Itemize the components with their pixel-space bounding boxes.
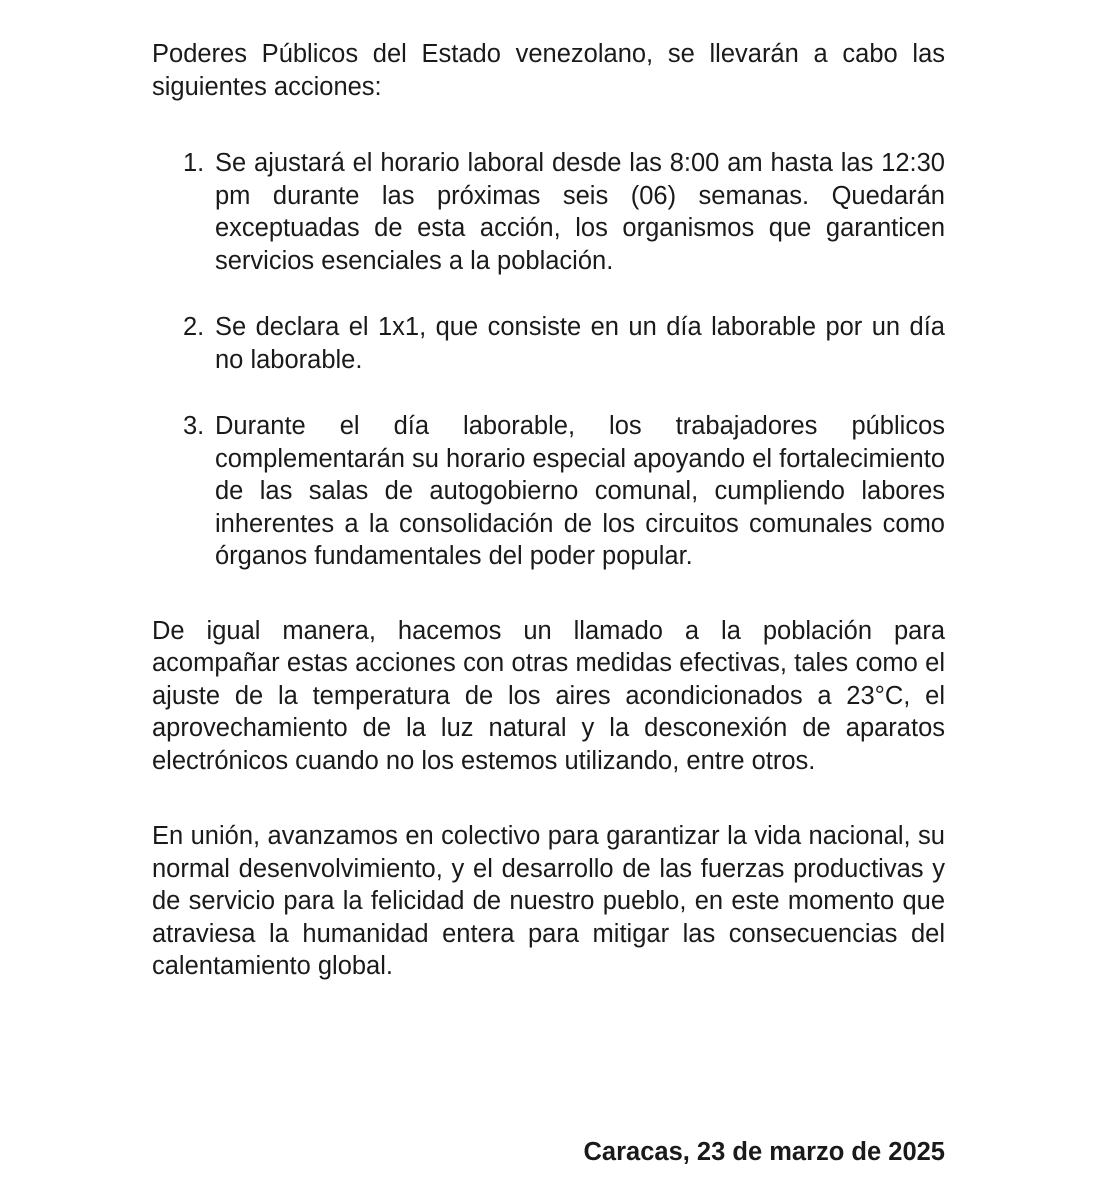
- list-item: [152, 147, 945, 277]
- call-to-population-paragraph: De igual manera, hacemos un llamado a la población para acompañar estas acciones con otras medidas efectivas, tales como el ajuste de la temperatura de los aires acondicionados a 23°C, el aprovechamiento de la luz natural y la desconexión de aparatos electrónicos cuando no los estemos utilizando, entre otros.: [152, 616, 945, 775]
- closing-paragraph: En unión, avanzamos en colectivo para garantizar la vida nacional, su normal desenvolvimiento, y el desarrollo de las fuerzas productivas y de servicio para la felicidad de nuestro pueblo, en este momento que atraviesa la humanidad entera para mitigar las consecuencias del calentamiento global.: [152, 822, 945, 980]
- list-item-text: Durante el día laborable, los trabajadores públicos complementarán su horario especial apoyando el fortalecimiento de las salas de autogobierno comunal, cumpliendo labores inherentes a la consolidación de los circuitos comunales como órganos fundamentales del poder popular.: [215, 412, 945, 570]
- actions-list: [152, 147, 945, 573]
- list-item-text: Se ajustará el horario laboral desde las 8:00 am hasta las 12:30 pm durante las próximas seis (06) semanas. Quedarán exceptuadas de esta acción, los organismos que garanticen servicios esenciales a la población.: [215, 149, 945, 275]
- list-item-number: 1.: [183, 149, 205, 177]
- list-item: [152, 311, 945, 376]
- place-and-date: Caracas, 23 de marzo de 2025: [583, 1138, 945, 1166]
- document-body: [152, 38, 945, 983]
- list-item-number: 2.: [183, 313, 205, 341]
- intro-paragraph: Poderes Públicos del Estado venezolano, se llevarán a cabo las siguientes acciones:: [152, 40, 945, 101]
- list-item-text: Se declara el 1x1, que consiste en un día laborable por un día no laborable.: [215, 313, 945, 374]
- list-item-number: 3.: [183, 412, 205, 440]
- list-item: [152, 410, 945, 573]
